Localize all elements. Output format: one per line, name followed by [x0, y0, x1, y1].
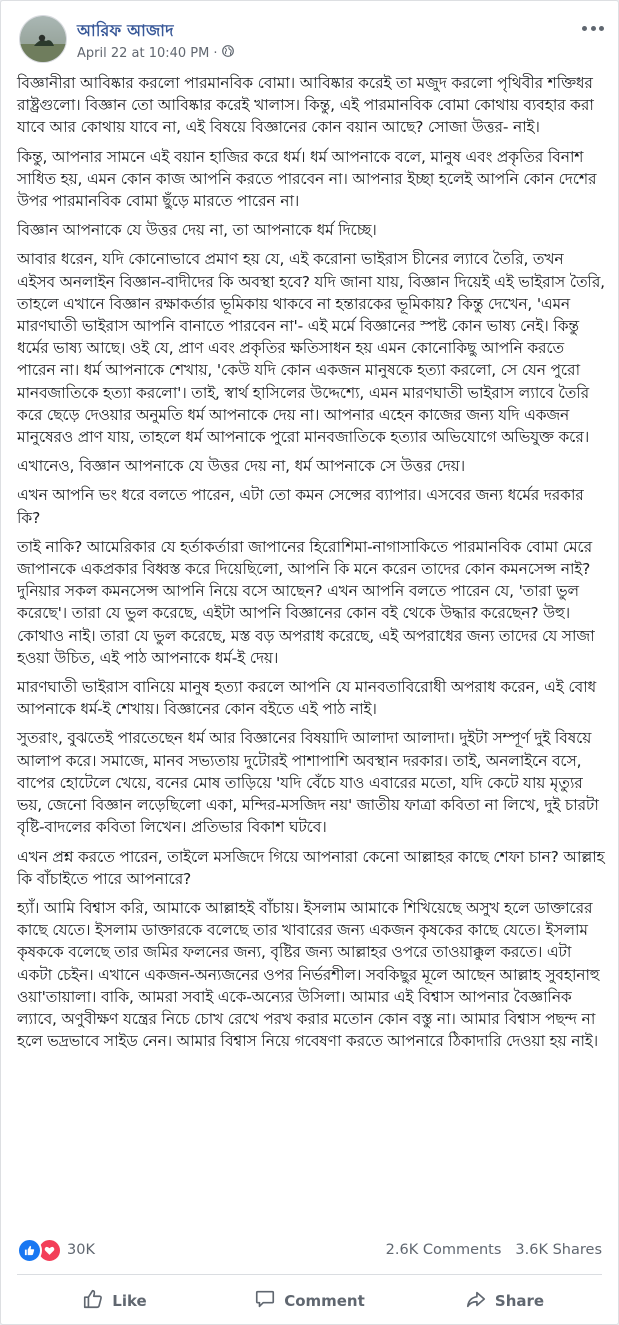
- post-paragraph: এখন প্রশ্ন করতে পারেন, তাইলে মসজিদে গিয়ে আপনারা কেনো আল্লাহর কাছে শেফা চান? আল্লাহ কি বাঁচাইতে পারে আপনারে?: [17, 847, 605, 888]
- more-options-icon[interactable]: [582, 21, 604, 35]
- comment-label: Comment: [284, 1292, 365, 1310]
- reaction-count: 30K: [67, 1242, 95, 1258]
- reaction-summary[interactable]: [17, 1238, 95, 1263]
- share-button[interactable]: [407, 1288, 602, 1314]
- post-paragraph: আবার ধরেন, যদি কোনোভাবে প্রমাণ হয় যে, এই করোনা ভাইরাস চীনের ল্যাবে তৈরি, তখন এইসব অনলাইন বিজ্ঞান-বাদীদের কি অবস্থা হবে? যদি জানা যায়, বিজ্ঞান দিয়েই এই ভাইরাস তৈরি, তাহলে এখানে বিজ্ঞান রক্ষাকর্তার ভূমিকায় থাকবে না হন্তারকের ভূমিকায়? কিন্তু দেখেন, 'এমন মারণঘাতী ভাইরাস আপনি বানাতে পারবেন না'- এই মর্মে বিজ্ঞানের স্পষ্ট কোন ভাষ্য নেই। কিন্তু ধর্মের ভাষ্য আছে। ওই যে, প্রাণ এবং প্রকৃতির ক্ষতিসাধন হয় এমন কোনোকিছু আপনি করতে পারেন না। ধর্ম আপনাকে শেখায়, 'কেউ যদি কোন একজন মানুষকে হত্যা করলো, সে যেন পুরো মানবজাতিকে হত্যা করলো'। তাই, স্বার্থ হাসিলের উদ্দেশ্যে, এমন মারণঘাতী ভাইরাস ল্যাবে তৈরি করে ছেড়ে দেওয়ার অনুমতি ধর্ম আপনাকে দেয় না। আপনার এহেন কাজের জন্য যদি একজন মানুষেরও প্রাণ যায়, তাহলে ধর্ম আপনাকে পুরো মানবজাতিকে হত্যার অভিযোগে অভিযুক্ত করে।: [17, 250, 605, 447]
- thumbs-up-icon: [82, 1288, 104, 1314]
- post-paragraph: সুতরাং, বুঝতেই পারতেছেন ধর্ম আর বিজ্ঞানের বিষয়াদি আলাদা আলাদা। দুইটা সম্পূর্ণ দুই বিষয়ে আলাপ করে। সমাজে, মানব সভ্যতায় দুটোরই পাশাপাশি অবস্থান দরকার। তাই, অনলাইনে বসে, বাপের হোটেলে খেয়ে, বনের মোষ তাড়িয়ে 'যদি বেঁচে যাও এবারের মতো, যদি কেটে যায় মৃত্যুর ভয়, জেনো বিজ্ঞান লড়েছিলো একা, মন্দির-মসজিদ নয়' জাতীয় ফাত্রা কবিতা না লিখে, দুই চারটা বৃষ্টি-বাদলের কবিতা লিখেন। প্রতিভার বিকাশ ঘটবে।: [17, 729, 599, 837]
- author-name[interactable]: আরিফ আজাদ: [77, 21, 174, 40]
- share-icon: [465, 1288, 487, 1314]
- like-icon: [17, 1238, 42, 1263]
- comment-button[interactable]: [212, 1288, 407, 1314]
- post-paragraph: বিজ্ঞানীরা আবিষ্কার করলো পারমানবিক বোমা। আবিষ্কার করেই তা মজুদ করলো পৃথিবীর শক্তিধর রাষ্ট্রগুলো। বিজ্ঞান তো আবিষ্কার করেই খালাস। কিন্তু, এই পারমানবিক বোমা কোথায় ব্যবহার করা যাবে আর কোথায় যাবে না, এই বিষয়ে বিজ্ঞানের কোন বয়ান আছে? সোজা উত্তর- নাই।: [17, 74, 594, 137]
- post-body: [17, 72, 605, 1059]
- timestamp[interactable]: April 22 at 10:40 PM: [77, 45, 210, 61]
- like-label: Like: [112, 1292, 147, 1310]
- shares-count[interactable]: 3.6K Shares: [515, 1242, 602, 1258]
- share-label: Share: [494, 1292, 545, 1310]
- post-paragraph: হ্যাঁ। আমি বিশ্বাস করি, আমাকে আল্লাহই বাঁচায়। ইসলাম আমাকে শিখিয়েছে অসুখ হলে ডাক্তারের কাছে যেতে। ইসলাম ডাক্তারকে বলেছে তার খাবারের জন্য একজন কৃষকের কাছে যেতে। ইসলাম কৃষককে বলেছে তার জমির ফলনের জন্য, বৃষ্টির জন্য আল্লাহর ওপরে তাওয়াক্কুল করতে। এটা একটা চেইন। এখানে একজন-অন্যজনের ওপর নির্ভরশীল। সবকিছুর মূলে আছেন আল্লাহ সুবহানাহু ওয়া'তায়ালা। বাকি, আমরা সবাই একে-অন্যের উসিলা। আমার এই বিশ্বাস আপনার বৈজ্ঞানিক ল্যাবে, অণুবীক্ষণ যন্ত্রের নিচে চোখ রেখে পরখ করার মতোন কোন বস্তু না। আমার বিশ্বাস পছন্দ না হলে ভদ্রভাবে সাইড নেন। আমার বিশ্বাস নিয়ে গবেষণা করতে আপনারে ঠিকাদারি দেওয়া হয় নাই।: [17, 898, 600, 1051]
- post-paragraph: মারণঘাতী ভাইরাস বানিয়ে মানুষ হত্যা করলে আপনি যে মানবতাবিরোধী অপরাধ করেন, এই বোধ আপনাকে ধর্ম-ই শেখায়। বিজ্ঞানের কোন বইতে এই পাঠ নাই।: [17, 678, 597, 719]
- post-paragraph: কিন্তু, আপনার সামনে এই বয়ান হাজির করে ধর্ম। ধর্ম আপনাকে বলে, মানুষ এবং প্রকৃতির বিনাশ সাধিত হয়, এমন কোন কাজ আপনি করতে পারবেন না। আপনার ইচ্ছা হলেই আপনি কোন দেশের উপর পারমানবিক বোমা ছুঁড়ে মারতে পারেন না।: [17, 147, 597, 211]
- post-paragraph: বিজ্ঞান আপনাকে যে উত্তর দেয় না, তা আপনাকে ধর্ম দিচ্ছে।: [17, 221, 377, 240]
- comments-count[interactable]: 2.6K Comments: [385, 1242, 502, 1258]
- globe-icon: [222, 45, 234, 61]
- post-paragraph: এখানেও, বিজ্ঞান আপনাকে যে উত্তর দেয় না, ধর্ম আপনাকে সে উত্তর দেয়।: [17, 457, 465, 476]
- post-header: [19, 15, 606, 71]
- post-meta: April 22 at 10:40 PM ·: [77, 45, 234, 61]
- avatar[interactable]: [19, 15, 67, 63]
- action-bar: [17, 1281, 602, 1321]
- post-paragraph: তাই নাকি? আমেরিকার যে হর্তাকর্তারা জাপানের হিরোশিমা-নাগাসাকিতে পারমানবিক বোমা মেরে জাপানকে একপ্রকার বিধ্বস্ত করে দিয়েছিলো, আপনি কি মনে করেন তাদের কোন কমনসেন্স নাই? দুনিয়ার সকল কমনসেন্স আপনি নিয়ে বসে আছেন? এখন আপনি বলতে পারেন যে, 'তারা ভুল করেছে'। তারা যে ভুল করেছে, এইটা আপনি বিজ্ঞানের কোন বই থেকে উদ্ধার করেছেন? উহু। কোথাও নাই। তারা যে ভুল করেছে, মস্ত বড় অপরাধ করেছে, এই অপরাধের জন্য তাদের যে সাজা হওয়া উচিত, এই পাঠ আপনাকে ধর্ম-ই দেয়।: [17, 537, 595, 667]
- like-button[interactable]: [17, 1288, 212, 1314]
- comment-icon: [254, 1288, 276, 1314]
- divider: [17, 1274, 602, 1275]
- post-paragraph: এখন আপনি ভং ধরে বলতে পারেন, এটা তো কমন সেন্সের ব্যাপার। এসবের জন্য ধর্মের দরকার কি?: [17, 486, 584, 527]
- reaction-bar: [17, 1237, 602, 1263]
